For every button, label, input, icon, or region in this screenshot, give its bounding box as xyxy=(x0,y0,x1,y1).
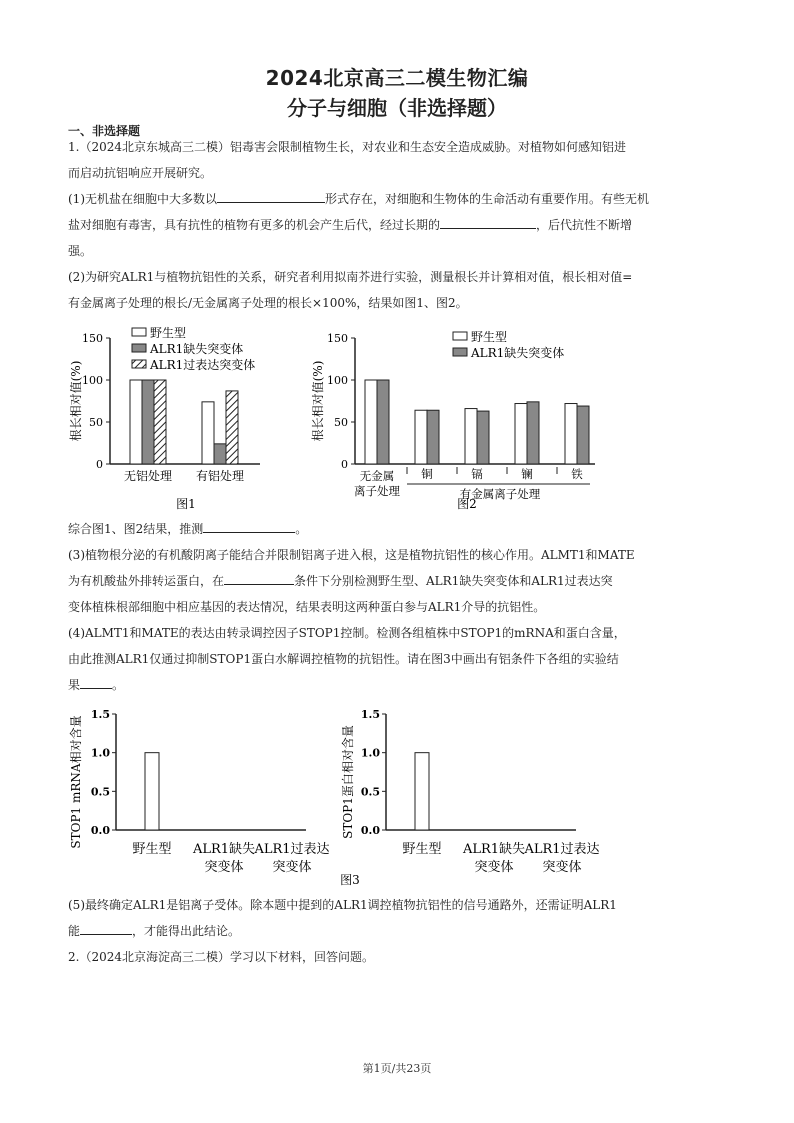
y-tick-label: 1.0 xyxy=(90,746,110,760)
bar-野生型 xyxy=(415,753,429,830)
q1-part5-line1: (5)最终确定ALR1是铝离子受体。除本题中提到的ALR1调控植物抗铝性的信号通路外，还需证明ALR1 xyxy=(68,898,617,912)
x-tick-label: ALR1缺失 xyxy=(192,842,256,857)
legend-swatch xyxy=(132,344,146,352)
q1-part2-line3 xyxy=(68,516,698,542)
x-tick-label: ALR1过表达 xyxy=(524,842,600,857)
x-tick-label: 野生型 xyxy=(402,842,442,857)
legend-label: ALR1缺失突变体 xyxy=(150,342,244,356)
y-tick-label: 150 xyxy=(327,332,348,345)
q1-part4-line1: (4)ALMT1和MATE的表达由转录调控因子STOP1控制。检测各组植株中STOP1的mRNA和蛋白含量， xyxy=(68,626,626,640)
x-tick-label: 无金属 xyxy=(359,469,395,483)
q1-part4-line3 xyxy=(68,672,698,698)
y-tick-label: 0.0 xyxy=(90,824,110,837)
y-axis-label: STOP1 mRNA相对含量 xyxy=(69,715,83,849)
answer-blank[interactable] xyxy=(440,214,536,229)
figure-caption: 图3 xyxy=(340,873,360,887)
answer-blank[interactable] xyxy=(203,518,295,533)
bar-ALR1缺失突变体 xyxy=(477,411,489,464)
text-segment: ，才能得出此结论。 xyxy=(132,924,241,938)
bar-野生型 xyxy=(365,380,377,464)
q1-part3-line1: (3)植物根分泌的有机酸阴离子能结合并限制铝离子进入根，这是植物抗铝性的核心作用。ALMT1和MATE xyxy=(68,548,635,562)
y-tick-label: 50 xyxy=(334,416,348,429)
legend-label: ALR1缺失突变体 xyxy=(471,346,565,360)
x-tick-label: 突变体 xyxy=(542,860,582,875)
q1-part3-line3: 变体植株根部细胞中相应基因的表达情况，结果表明这两种蛋白参与ALR1介导的抗铝性。 xyxy=(68,600,546,614)
y-tick-label: 1.5 xyxy=(360,708,380,721)
y-tick-label: 50 xyxy=(89,416,103,429)
y-tick-label: 100 xyxy=(327,374,348,387)
text-segment: 综合图1、图2结果，推测 xyxy=(68,522,204,536)
legend-swatch xyxy=(132,328,146,336)
text-segment: (1)无机盐在细胞中大多数以 xyxy=(68,192,217,206)
figure-caption: 图2 xyxy=(457,497,477,511)
answer-blank[interactable] xyxy=(224,570,294,585)
bar-ALR1过表达突变体 xyxy=(226,391,238,464)
q1-part4-line2: 由此推测ALR1仅通过抑制STOP1蛋白水解调控植物的抗铝性。请在图3中画出有铝条件下各组的实验结 xyxy=(68,652,619,666)
section-heading: 一、非选择题 xyxy=(68,124,141,138)
bar-ALR1过表达突变体 xyxy=(154,380,166,464)
text-segment: 条件下分别检测野生型、ALR1缺失突变体和ALR1过表达突 xyxy=(294,574,613,588)
y-tick-label: 0 xyxy=(96,458,103,471)
x-tick-label: 野生型 xyxy=(132,842,172,857)
q1-part2-line2: 有金属离子处理的根长/无金属离子处理的根长×100%，结果如图1、图2。 xyxy=(68,296,468,310)
y-tick-label: 0 xyxy=(341,458,348,471)
text-segment: 。 xyxy=(112,678,125,692)
text-segment: 为有机酸盐外排转运蛋白，在 xyxy=(68,574,225,588)
bar-野生型 xyxy=(565,404,577,464)
y-tick-label: 0.5 xyxy=(90,785,110,799)
x-tick-label: 有铝处理 xyxy=(195,469,245,483)
q1-part2-line1: (2)为研究ALR1与植物抗铝性的关系，研究者利用拟南芥进行实验，测量根长并计算相对值，根长相对值= xyxy=(68,270,633,284)
x-tick-label: 镉 xyxy=(471,467,483,481)
legend-label: 野生型 xyxy=(150,326,187,340)
answer-blank[interactable] xyxy=(80,920,132,935)
x-tick-label: 离子处理 xyxy=(354,484,400,498)
bar-野生型 xyxy=(465,409,477,464)
figure-caption: 图1 xyxy=(176,497,196,511)
y-tick-label: 1.5 xyxy=(90,708,110,721)
answer-blank[interactable] xyxy=(80,674,112,689)
bar-野生型 xyxy=(415,410,427,464)
y-tick-label: 100 xyxy=(82,374,103,387)
q1-part1-line1 xyxy=(68,186,698,212)
bar-ALR1缺失突变体 xyxy=(577,406,589,464)
x-tick-label: 镧 xyxy=(521,467,533,481)
y-tick-label: 0.5 xyxy=(360,785,380,799)
q1-part1-line2 xyxy=(68,212,698,238)
y-axis-label: 根长相对值(%) xyxy=(69,360,83,442)
bar-ALR1缺失突变体 xyxy=(427,410,439,464)
bar-野生型 xyxy=(145,753,159,830)
y-tick-label: 150 xyxy=(82,332,103,345)
text-segment: 。 xyxy=(295,522,308,536)
answer-blank[interactable] xyxy=(217,188,325,203)
bar-ALR1缺失突变体 xyxy=(214,444,226,464)
legend-label: ALR1过表达突变体 xyxy=(150,358,256,372)
q1-intro-line2: 而启动抗铝响应开展研究。 xyxy=(68,166,213,180)
y-tick-label: 0.0 xyxy=(360,824,380,837)
document-title: 2024北京高三二模生物汇编 xyxy=(265,66,529,90)
text-segment: 盐对细胞有毒害，具有抗性的植物有更多的机会产生后代，经过长期的 xyxy=(68,218,441,232)
x-tick-label: 铜 xyxy=(421,467,433,481)
x-tick-label: 突变体 xyxy=(474,860,514,875)
q2-intro: 2.（2024北京海淀高三二模）学习以下材料，回答问题。 xyxy=(68,950,374,964)
page-footer: 第1页/共23页 xyxy=(362,1062,432,1075)
x-tick-label: 突变体 xyxy=(272,860,312,875)
y-axis-label: 根长相对值(%) xyxy=(311,360,325,442)
q1-part3-line2 xyxy=(68,568,698,594)
bar-野生型 xyxy=(515,404,527,464)
figure-1-2 xyxy=(60,322,620,518)
x-tick-label: 铁 xyxy=(571,467,583,481)
bar-野生型 xyxy=(130,380,142,464)
x-tick-label: ALR1缺失 xyxy=(462,842,526,857)
text-segment: 果 xyxy=(68,678,81,692)
legend-swatch xyxy=(453,332,467,340)
text-segment: 能 xyxy=(68,924,81,938)
q1-part1-line3: 强。 xyxy=(68,244,93,258)
figure-3 xyxy=(60,700,620,890)
x-tick-label: ALR1过表达 xyxy=(254,842,330,857)
bar-ALR1缺失突变体 xyxy=(142,380,154,464)
y-axis-label: STOP1蛋白相对含量 xyxy=(341,725,355,839)
document-subtitle: 分子与细胞（非选择题） xyxy=(287,96,507,120)
q1-part5-line2 xyxy=(68,918,698,944)
text-segment: 形式存在，对细胞和生物体的生命活动有重要作用。有些无机 xyxy=(325,192,650,206)
text-segment: ，后代抗性不断增 xyxy=(536,218,633,232)
y-tick-label: 1.0 xyxy=(360,746,380,760)
legend-swatch xyxy=(453,348,467,356)
group-label: 有金属离子处理 xyxy=(459,487,541,501)
q1-intro-line1: 1.（2024北京东城高三二模）铝毒害会限制植物生长，对农业和生态安全造成威胁。对植物如何感知铝进 xyxy=(68,140,626,154)
legend-swatch xyxy=(132,360,146,368)
x-tick-label: 无铝处理 xyxy=(123,469,173,483)
bar-ALR1缺失突变体 xyxy=(377,380,389,464)
bar-ALR1缺失突变体 xyxy=(527,402,539,464)
legend-label: 野生型 xyxy=(471,330,508,344)
x-tick-label: 突变体 xyxy=(204,860,244,875)
bar-野生型 xyxy=(202,402,214,464)
